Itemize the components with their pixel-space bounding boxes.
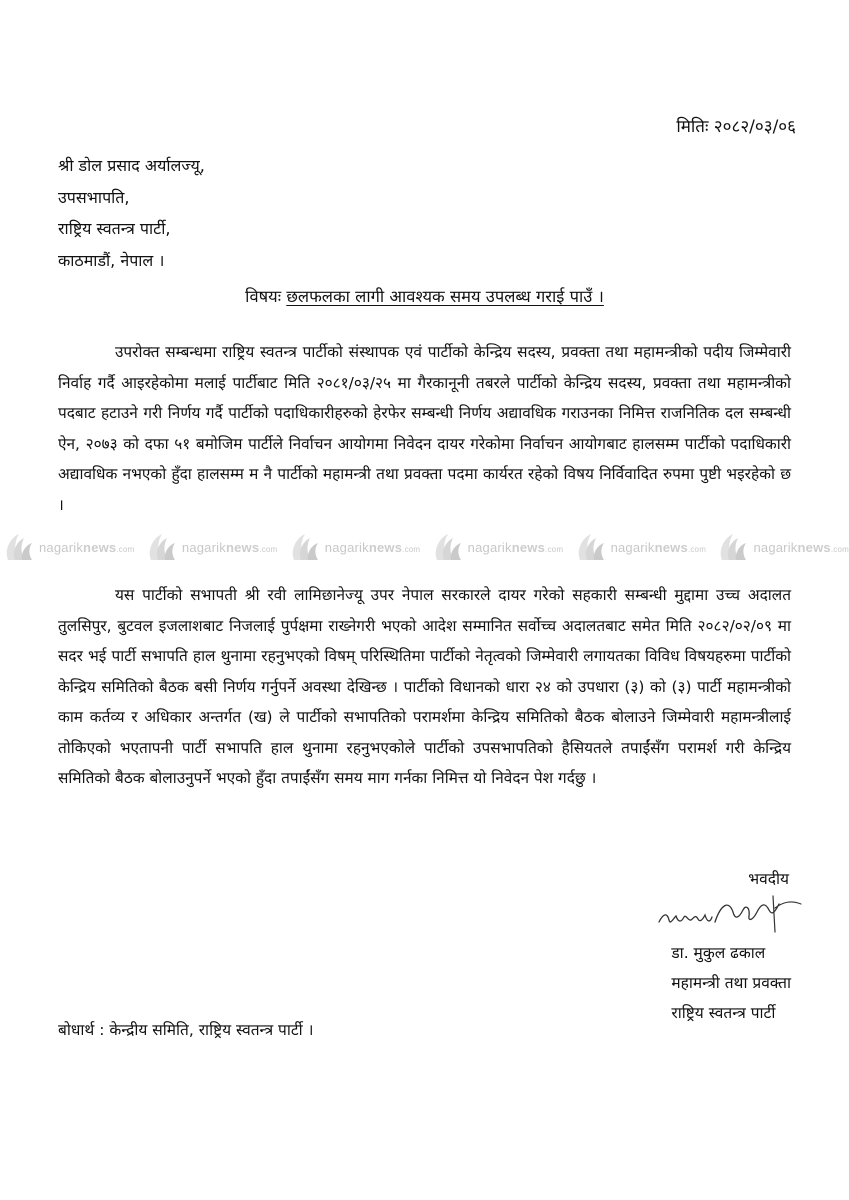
- nagarik-logo-icon: [145, 530, 179, 564]
- recipient-address: [58, 150, 205, 276]
- nagarik-logo-icon: [431, 530, 465, 564]
- subject-text: छलफलका लागी आवश्यक समय उपलब्ध गराई पाउँ ।: [286, 287, 604, 306]
- nagarik-logo-icon: [2, 530, 36, 564]
- watermark-suffix: news: [511, 539, 546, 555]
- watermark-domain: .com: [687, 544, 707, 554]
- watermark-text: [468, 540, 564, 555]
- watermark-domain: .com: [116, 544, 135, 554]
- sender-organization: राष्ट्रिय स्वतन्त्र पार्टी: [671, 1004, 776, 1022]
- watermark-prefix: nagarik: [39, 539, 84, 555]
- watermark-prefix: nagarik: [753, 539, 798, 555]
- watermark-suffix: news: [225, 539, 260, 555]
- watermark-domain: .com: [402, 544, 421, 554]
- nagarik-logo-icon: [288, 530, 322, 564]
- body-paragraph-1: उपरोक्त सम्बन्धमा राष्ट्रिय स्वतन्त्र पार्टीको संस्थापक एवं पार्टीको केन्द्रिय सदस्य, प्रवक्ता तथा महामन्त्रीको पदीय जिम्मेवारी निर्वाह गर्दै आइरहेकोमा मलाई पार्टीबाट मिति २०८१/०३/२५ मा गैरकानूनी तबरले पार्टीको केन्द्रिय सदस्य, प्रवक्ता तथा महामन्त्रीको पदबाट हटाउने गरी निर्णय गर्दै पार्टीको पदाधिकारीहरुको हेरफेर सम्बन्धी निर्णय अद्यावधिक गराउनका निमित्त राजनितिक दल सम्बन्धी ऐन, २०७३ को दफा ५१ बमोजिम पार्टीले निर्वाचन आयोगमा निवेदन दायर गरेकोमा निर्वाचन आयोगबाट हालसम्म पार्टीको पदाधिकारी अद्यावधिक नभएको हुँदा हालसम्म म नै पार्टीको महामन्त्री तथा प्रवक्ता पदमा कार्यरत रहेको विषय निर्विवादित रुपमा पुष्टी भइरहेको छ ।: [58, 343, 791, 514]
- sender-block: [671, 938, 791, 1028]
- watermark-domain: .com: [259, 544, 278, 554]
- recipient-position: उपसभापति,: [58, 187, 130, 207]
- watermark-unit: [145, 530, 278, 564]
- watermark-prefix: nagarik: [181, 539, 226, 555]
- sender-title: महामन्त्री तथा प्रवक्ता: [671, 974, 791, 992]
- watermark-strip: [0, 527, 849, 567]
- letter-date: मितिः २०८२/०३/०६: [676, 117, 796, 137]
- body-paragraph-2: यस पार्टीको सभापती श्री रवी लामिछानेज्यू उपर नेपाल सरकारले दायर गरेको सहकारी सम्बन्धी मुद्दामा उच्च अदालत तुलसिपुर, बुटवल इजलाशबाट निजलाई पुर्पक्षमा राख्नेगरी भएको आदेश सम्मानित सर्वोच्च अदालतबाट समेत मिति २०८२/०२/०९ मा सदर भई पार्टी सभापति हाल थुनामा रहनुभएको विषम् परिस्थितिमा पार्टीको नेतृत्वको जिम्मेवारी लगायतका विविध विषयहरुमा पार्टीको केन्द्रिय समितिको बैठक बसी निर्णय गर्नुपर्ने अवस्था देखिन्छ । पार्टीको विधानको धारा २४ को उपधारा (३) को (३) पार्टी महामन्त्रीको काम कर्तव्य र अधिकार अन्तर्गत (ख) ले पार्टीको सभापतिको परामर्शमा केन्द्रिय समितिको बैठक बोलाउने जिम्मेवारी महामन्त्रीलाई तोकिएको भएतापनी पार्टी सभापति हाल थुनामा रहनुभएकोले पार्टीको उपसभापतिको हैसियतले तपाईंसँग परामर्श गरी केन्द्रिय समितिको बैठक बोलाउनुपर्ने भएको हुँदा तपाईंसँग समय माग गर्नका निमित्त यो निवेदन पेश गर्दछु ।: [58, 586, 791, 788]
- recipient-name: श्री डोल प्रसाद अर्यालज्यू,: [58, 156, 205, 175]
- watermark-suffix: news: [654, 539, 688, 555]
- nagarik-logo-icon: [716, 530, 750, 564]
- recipient-location: काठमाडौं, नेपाल ।: [58, 250, 165, 270]
- watermark-suffix: news: [797, 539, 831, 555]
- watermark-prefix: nagarik: [324, 539, 369, 555]
- watermark-unit: [288, 530, 421, 564]
- watermark-domain: .com: [545, 544, 564, 554]
- closing-salutation: भवदीय: [748, 870, 789, 888]
- watermark-text: [325, 540, 421, 555]
- watermark-unit: [716, 530, 849, 564]
- watermark-prefix: nagarik: [467, 539, 512, 555]
- watermark-unit: [2, 530, 135, 564]
- handwritten-signature: [655, 892, 805, 936]
- watermark-domain: .com: [830, 544, 849, 554]
- subject-label: विषयः: [245, 287, 282, 306]
- recipient-organization: राष्ट्रिय स्वतन्त्र पार्टी,: [58, 219, 171, 238]
- cc-line: बोधार्थ : केन्द्रीय समिति, राष्ट्रिय स्वतन्त्र पार्टी ।: [58, 1021, 314, 1039]
- watermark-text: [39, 540, 135, 555]
- watermark-prefix: nagarik: [610, 539, 655, 555]
- sender-name: डा. मुकुल ढकाल: [671, 944, 766, 962]
- subject-line: [0, 286, 849, 308]
- watermark-text: [753, 540, 849, 555]
- nagarik-logo-icon: [574, 530, 608, 564]
- watermark-text: [611, 540, 707, 555]
- watermark-suffix: news: [83, 539, 117, 555]
- watermark-unit: [574, 530, 707, 564]
- watermark-suffix: news: [368, 539, 403, 555]
- watermark-text: [182, 540, 278, 555]
- watermark-unit: [431, 530, 564, 564]
